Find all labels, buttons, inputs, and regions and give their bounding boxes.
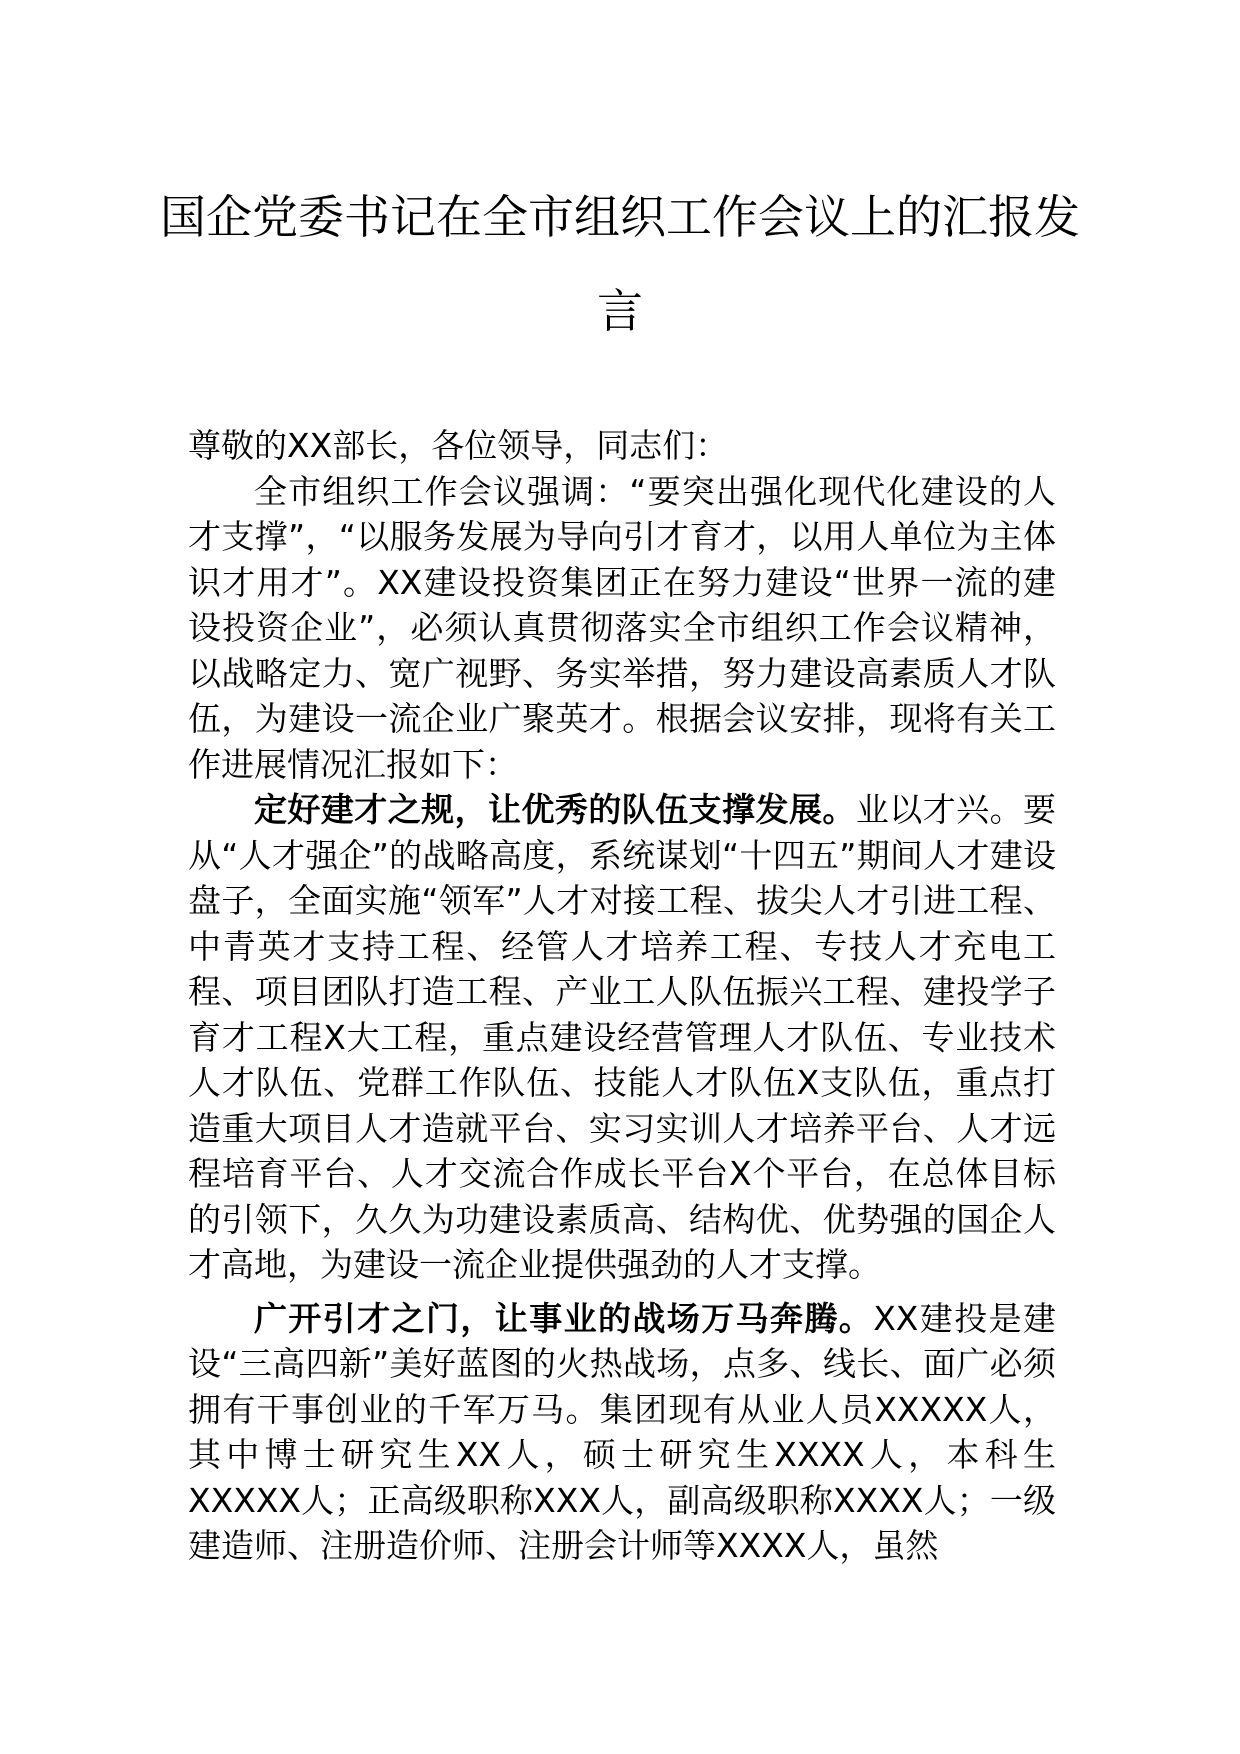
- paragraph-text: 业以才兴。要从“人才强企”的战略高度，系统谋划“十四五”期间人才建设盘子，全面实施“领军”人才对接工程、拔尖人才引进工程、中青英才支持工程、经管人才培养工程、专技人才充电工程、项目团队打造工程、产业工人队伍振兴工程、建投学子育才工程X大工程，重点建设经营管理人才队伍、专业技术人才队伍、党群工作队伍、技能人才队伍X支队伍，重点打造重大项目人才造就平台、实习实训人才培养平台、人才远程培育平台、人才交流合作成长平台X个平台，在总体目标的引领下，久久为功建设素质高、结构优、优势强的国企人才高地，为建设一流企业提供强劲的人才支撑。: [188, 790, 1057, 1284]
- salutation: 尊敬的XX部长，各位领导，同志们：: [188, 426, 729, 465]
- paragraph-intro: [188, 469, 1056, 788]
- paragraph-talent-recruitment: [188, 1296, 1056, 1569]
- document-title: 国企党委书记在全市组织工作会议上的汇报发言: [160, 190, 1080, 338]
- paragraph-text: 全市组织工作会议强调：“要突出强化现代化建设的人才支撑”，“以服务发展为导向引才育才，以用人单位为主体识才用才”。XX建设投资集团正在努力建设“世界一流的建设投资企业”，必须认真贯彻落实全市组织工作会议精神，以战略定力、宽广视野、务实举措，努力建设高素质人才队伍，为建设一流企业广聚英才。根据会议安排，现将有关工作进展情况汇报如下：: [188, 471, 1056, 784]
- paragraph-text: XX建投是建设“三高四新”美好蓝图的火热战场，点多、线长、面广必须拥有干事创业的千军万马。集团现有从业人员XXXXX人，其中博士研究生XX人，硕士研究生XXXX人，本科生XXXXX人；正高级职称XXX人，副高级职称XXXX人；一级建造师、注册造价师、注册会计师等XXXX人，虽然: [188, 1298, 1056, 1565]
- paragraph-lead-heading: 定好建才之规，让优秀的队伍支撑发展。: [254, 790, 856, 829]
- paragraph-talent-planning: [188, 787, 1056, 1288]
- paragraph-lead-heading: 广开引才之门，让事业的战场万马奔腾。: [254, 1298, 874, 1338]
- document-body: [188, 423, 1056, 1569]
